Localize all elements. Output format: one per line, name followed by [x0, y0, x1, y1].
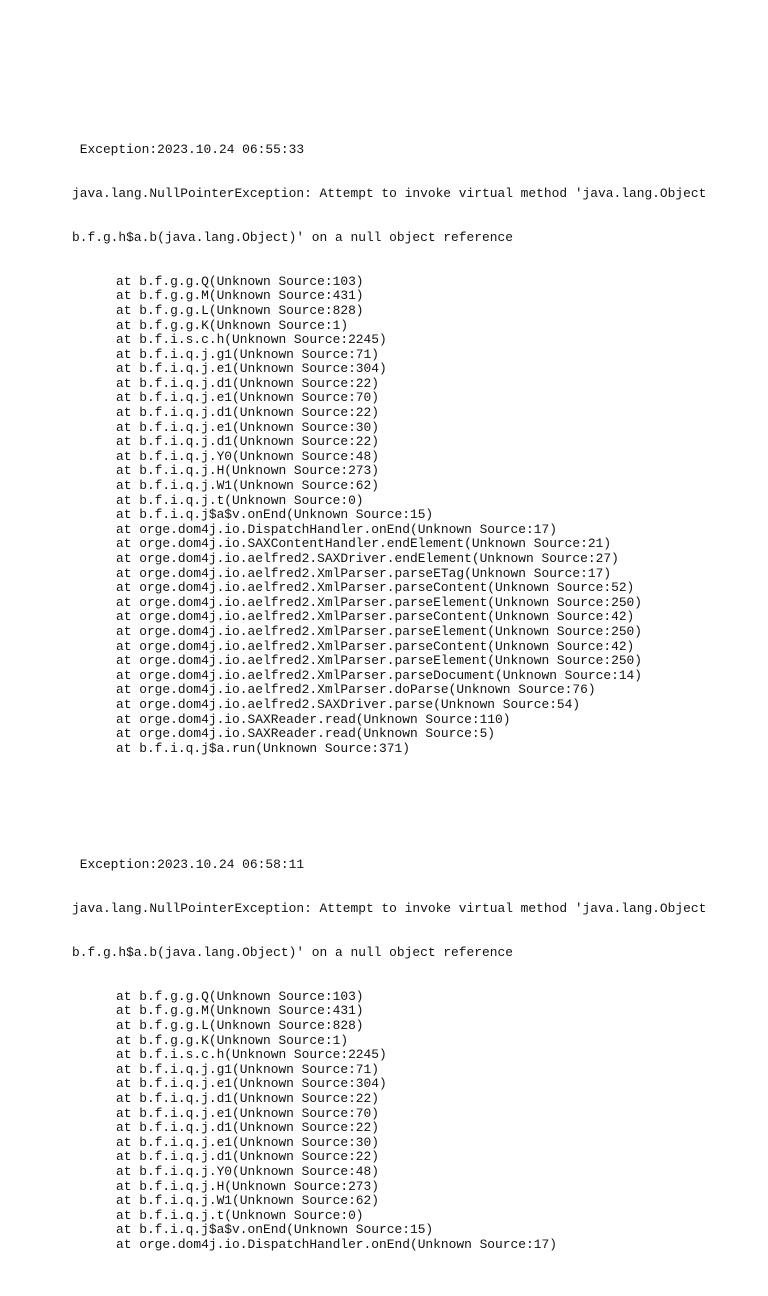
- stack-frame-line: at b.f.i.q.j.e1(Unknown Source:70): [116, 390, 380, 406]
- stack-frame-line: at orge.dom4j.io.aelfred2.XmlParser.parseElement(Unknown Source:250): [116, 594, 643, 610]
- stack-frame-line: at b.f.i.q.j.e1(Unknown Source:304): [116, 361, 387, 377]
- stack-frame-line: at b.f.g.g.M(Unknown Source:431): [116, 1003, 364, 1019]
- stack-frame-line: at b.f.g.g.L(Unknown Source:828): [116, 1018, 364, 1033]
- stack-frame-line: at b.f.g.g.L(Unknown Source:828): [116, 302, 364, 318]
- stack-frame-line: at b.f.i.q.j.d1(Unknown Source:22): [116, 1120, 380, 1136]
- exception-message-continued: b.f.g.h$a.b(java.lang.Object)' on a null object reference: [72, 945, 513, 961]
- stack-frame-line: at orge.dom4j.io.SAXReader.read(Unknown Source:5): [116, 726, 496, 742]
- stack-frame-line: at b.f.g.g.Q(Unknown Source:103): [116, 273, 364, 289]
- stack-frame-line: at orge.dom4j.io.aelfred2.XmlParser.doParse(Unknown Source:76): [116, 682, 596, 698]
- stack-frame-line: at b.f.i.q.j.e1(Unknown Source:30): [116, 1134, 380, 1150]
- stack-frame-line: at b.f.i.q.j.d1(Unknown Source:22): [116, 405, 380, 421]
- stack-frame-line: at orge.dom4j.io.aelfred2.XmlParser.parseElement(Unknown Source:250): [116, 623, 643, 639]
- exception-timestamp: Exception:2023.10.24 06:55:33: [72, 142, 305, 158]
- stack-frame-line: at orge.dom4j.io.aelfred2.XmlParser.parseContent(Unknown Source:42): [116, 638, 635, 654]
- stack-frame-line: at b.f.i.q.j.t(Unknown Source:0): [116, 1207, 364, 1223]
- stack-frame-line: at b.f.i.s.c.h(Unknown Source:2245): [116, 1047, 387, 1063]
- exception-timestamp: Exception:2023.10.24 06:58:11: [72, 857, 305, 873]
- stack-frame-line: at b.f.i.q.j.Y0(Unknown Source:48): [116, 1163, 380, 1179]
- stack-frame-line: at orge.dom4j.io.DispatchHandler.onEnd(Unknown Source:17): [116, 521, 557, 537]
- stack-frame-line: at b.f.g.g.M(Unknown Source:431): [116, 288, 364, 304]
- stack-frame-line: at b.f.i.q.j.g1(Unknown Source:71): [116, 346, 380, 362]
- exception-message: java.lang.NullPointerException: Attempt to invoke virtual method 'java.lang.Object: [72, 186, 707, 202]
- stack-frames: [72, 275, 752, 757]
- stack-frame-line: at orge.dom4j.io.aelfred2.XmlParser.parseDocument(Unknown Source:14): [116, 667, 643, 683]
- stack-frame-line: at orge.dom4j.io.SAXContentHandler.endElement(Unknown Source:21): [116, 536, 612, 552]
- stack-frame-line: at b.f.i.q.j.e1(Unknown Source:304): [116, 1076, 387, 1092]
- stack-frame-line: at b.f.g.g.Q(Unknown Source:103): [116, 988, 364, 1004]
- stack-frame-line: at b.f.i.q.j.d1(Unknown Source:22): [116, 1149, 380, 1165]
- stack-frame-line: at orge.dom4j.io.aelfred2.XmlParser.parseETag(Unknown Source:17): [116, 565, 612, 581]
- stack-frame-line: at b.f.i.s.c.h(Unknown Source:2245): [116, 332, 387, 348]
- stack-frame-line: at b.f.i.q.j.W1(Unknown Source:62): [116, 1193, 380, 1209]
- stack-frame-line: at orge.dom4j.io.aelfred2.XmlParser.parseContent(Unknown Source:42): [116, 609, 635, 625]
- stack-frame-line: at b.f.i.q.j$a$v.onEnd(Unknown Source:15): [116, 1222, 434, 1238]
- stack-frame-line: at b.f.i.q.j.g1(Unknown Source:71): [116, 1061, 380, 1077]
- exception-message: java.lang.NullPointerException: Attempt to invoke virtual method 'java.lang.Object: [72, 901, 707, 917]
- stack-frame-line: at b.f.i.q.j.d1(Unknown Source:22): [116, 1090, 380, 1106]
- stack-frame-line: at orge.dom4j.io.aelfred2.SAXDriver.endElement(Unknown Source:27): [116, 551, 619, 566]
- exception-block: [72, 829, 752, 1281]
- stack-frame-line: at b.f.i.q.j$a$v.onEnd(Unknown Source:15): [116, 507, 434, 523]
- stack-frame-line: at b.f.i.q.j.d1(Unknown Source:22): [116, 375, 380, 391]
- exception-block: [72, 114, 752, 785]
- stack-frame-line: at b.f.i.q.j.d1(Unknown Source:22): [116, 434, 380, 450]
- stack-frame-line: at orge.dom4j.io.DispatchHandler.onEnd(Unknown Source:17): [116, 1236, 557, 1252]
- stack-frame-line: at b.f.i.q.j.H(Unknown Source:273): [116, 1178, 380, 1194]
- stack-frame-line: at orge.dom4j.io.aelfred2.XmlParser.parseElement(Unknown Source:250): [116, 653, 643, 669]
- stack-frame-line: at b.f.g.g.K(Unknown Source:1): [116, 317, 349, 333]
- stack-frame-line: at orge.dom4j.io.SAXReader.read(Unknown Source:110): [116, 711, 511, 727]
- exception-message-continued: b.f.g.h$a.b(java.lang.Object)' on a null object reference: [72, 229, 513, 245]
- stack-frame-line: at orge.dom4j.io.aelfred2.SAXDriver.parse(Unknown Source:54): [116, 696, 581, 712]
- stack-trace-document: [72, 85, 752, 1296]
- stack-frame-line: at b.f.g.g.K(Unknown Source:1): [116, 1032, 349, 1048]
- stack-frame-line: at b.f.i.q.j.t(Unknown Source:0): [116, 492, 364, 508]
- stack-frame-line: at b.f.i.q.j$a.run(Unknown Source:371): [116, 740, 410, 756]
- stack-frame-line: at b.f.i.q.j.e1(Unknown Source:70): [116, 1105, 380, 1121]
- stack-frame-line: at b.f.i.q.j.W1(Unknown Source:62): [116, 478, 380, 494]
- stack-frame-line: at b.f.i.q.j.e1(Unknown Source:30): [116, 419, 380, 435]
- stack-frame-line: at b.f.i.q.j.Y0(Unknown Source:48): [116, 448, 380, 464]
- stack-frame-line: at orge.dom4j.io.aelfred2.XmlParser.parseContent(Unknown Source:52): [116, 580, 635, 596]
- stack-frame-line: at b.f.i.q.j.H(Unknown Source:273): [116, 463, 380, 479]
- stack-frames: [72, 990, 752, 1253]
